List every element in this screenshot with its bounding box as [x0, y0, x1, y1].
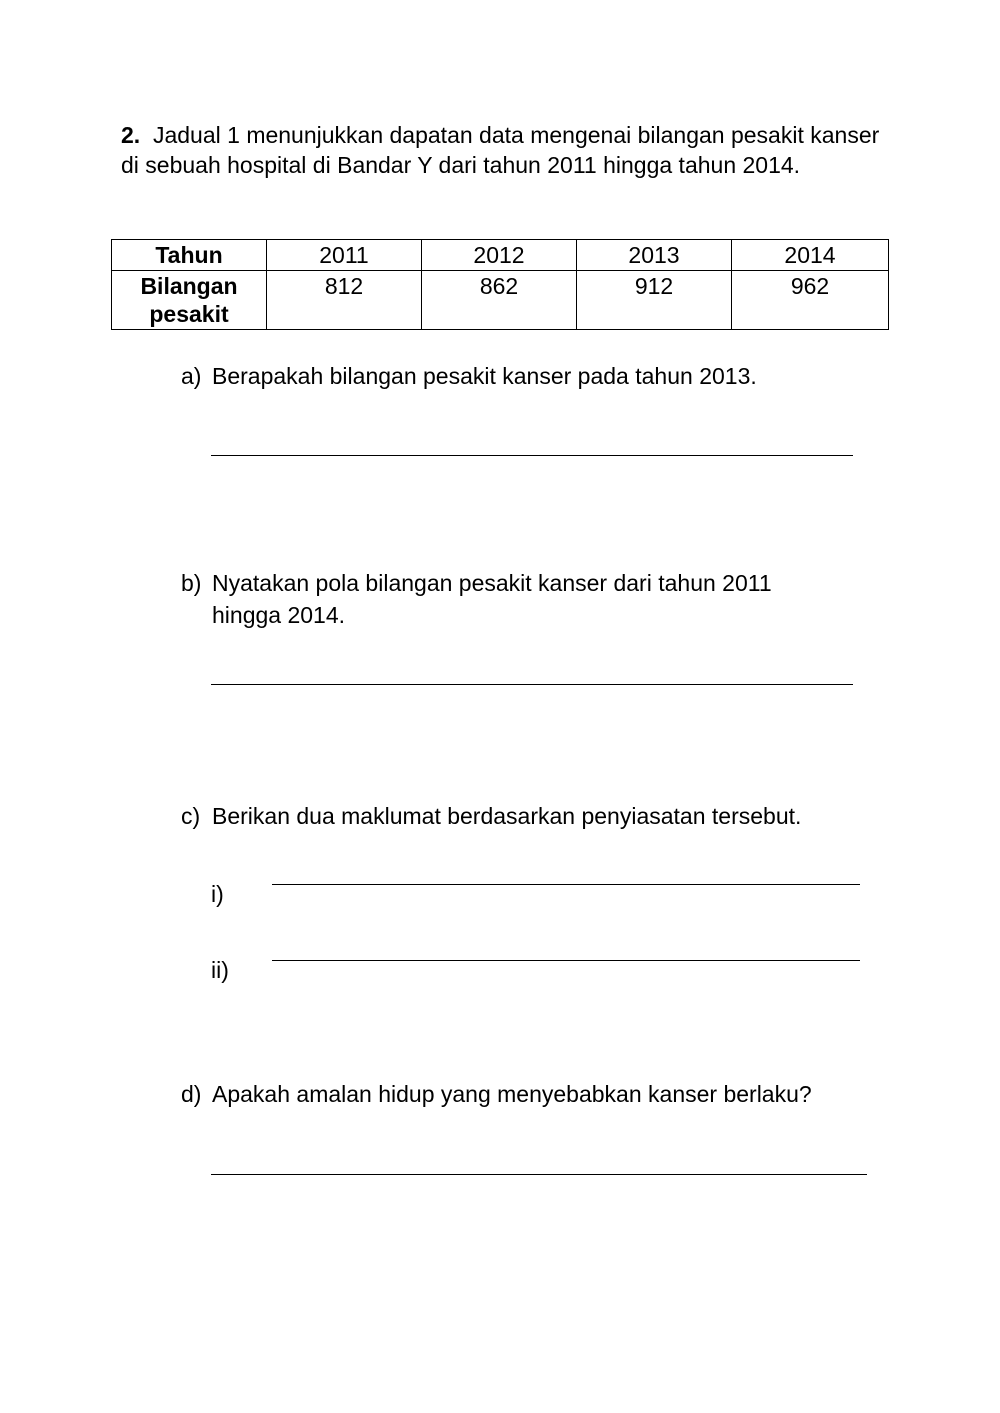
sub-label-i: i)	[211, 881, 224, 907]
table-cell-year: 2013	[577, 240, 732, 271]
question-letter: c)	[181, 803, 201, 829]
answer-line-c-ii[interactable]	[272, 960, 860, 961]
question-letter: d)	[181, 1081, 202, 1107]
question-text: Berikan dua maklumat berdasarkan penyiasatan tersebut.	[212, 803, 802, 829]
question-text: Nyatakan pola bilangan pesakit kanser dari tahun 2011 hingga 2014.	[212, 570, 772, 628]
question-intro-text: Jadual 1 menunjukkan dapatan data mengenai bilangan pesakit kanser di sebuah hospital di Bandar Y dari tahun 2011 hingga tahun 2014.	[121, 122, 880, 178]
table-cell-year: 2011	[267, 240, 422, 271]
question-a	[181, 360, 912, 392]
answer-line-a[interactable]	[211, 455, 853, 456]
table-header-line: pesakit	[149, 301, 229, 327]
table-cell-patients: 962	[732, 271, 889, 330]
table-header-bilangan-pesakit	[112, 271, 267, 330]
question-letter: a)	[181, 363, 202, 389]
answer-line-c-i[interactable]	[272, 884, 860, 885]
answer-line-d[interactable]	[211, 1174, 867, 1175]
question-d	[181, 1078, 892, 1110]
sub-label-ii: ii)	[211, 957, 229, 983]
question-letter: b)	[181, 570, 202, 596]
question-c	[181, 800, 892, 832]
table-cell-year: 2012	[422, 240, 577, 271]
patient-data-table	[111, 239, 889, 330]
table-row	[112, 240, 889, 271]
question-text: Apakah amalan hidup yang menyebabkan kanser berlaku?	[212, 1081, 812, 1107]
table-cell-patients: 812	[267, 271, 422, 330]
question-text: Berapakah bilangan pesakit kanser pada tahun 2013.	[212, 363, 757, 389]
table-row	[112, 271, 889, 330]
table-header-line: Bilangan	[140, 273, 238, 299]
question-intro	[121, 120, 881, 180]
answer-line-b[interactable]	[211, 684, 853, 685]
question-b	[181, 567, 832, 631]
question-number: 2.	[121, 122, 141, 148]
table-header-tahun: Tahun	[112, 240, 267, 271]
table-cell-patients: 912	[577, 271, 732, 330]
table-cell-year: 2014	[732, 240, 889, 271]
table-cell-patients: 862	[422, 271, 577, 330]
